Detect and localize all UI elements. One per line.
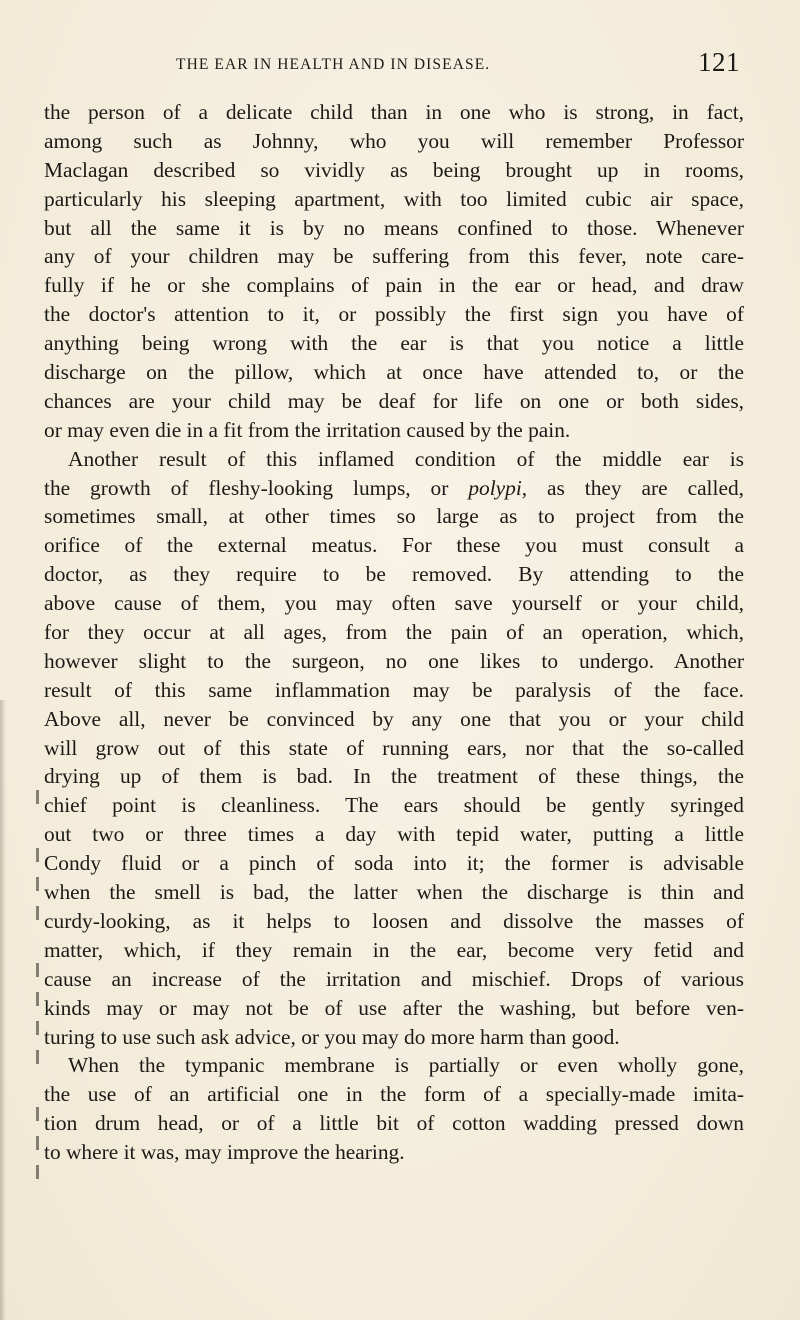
text-line: among such as Johnny, who you will remember Professor — [44, 128, 744, 153]
gutter-mark — [36, 790, 39, 804]
gutter-mark — [36, 992, 39, 1006]
text-line: cause an increase of the irritation and mischief. Drops of various — [44, 966, 744, 991]
text-line: tion drum head, or of a little bit of cotton wadding pressed down — [44, 1111, 744, 1136]
running-head — [0, 44, 800, 84]
text-line: matter, which, if they remain in the ear, become very fetid and — [44, 937, 744, 962]
text-line: for they occur at all ages, from the pain of an operation, which, — [44, 620, 744, 645]
text-line: sometimes small, at other times so large as to project from the — [44, 504, 744, 529]
text-line: any of your children may be suffering from this fever, note care- — [44, 244, 744, 269]
text-line: Condy fluid or a pinch of soda into it; the former is advisable — [44, 851, 744, 876]
text-line: doctor, as they require to be removed. By attending to the — [44, 562, 744, 587]
text-line-with-italic — [44, 474, 744, 503]
line-tail: , as they are called, — [521, 475, 744, 500]
paragraph-start-line: Another result of this inflamed condition of the middle ear is — [68, 446, 744, 471]
text-line: anything being wrong with the ear is that you notice a little — [44, 331, 744, 356]
text-line: however slight to the surgeon, no one likes to undergo. Another — [44, 648, 744, 673]
gutter-mark — [36, 848, 39, 862]
text-line: the use of an artificial one in the form of a specially-made imita- — [44, 1082, 744, 1107]
text-line: particularly his sleeping apartment, with too limited cubic air space, — [44, 186, 744, 211]
text-line: out two or three times a day with tepid water, putting a little — [44, 822, 744, 847]
text-line: Maclagan described so vividly as being brought up in rooms, — [44, 157, 744, 182]
page-edge-shadow — [0, 700, 6, 1320]
text-line: above cause of them, you may often save yourself or your child, — [44, 591, 744, 616]
text-line: the person of a delicate child than in one who is strong, in fact, — [44, 100, 744, 124]
gutter-mark — [36, 963, 39, 977]
text-line: drying up of them is bad. In the treatment of these things, the — [44, 764, 744, 789]
text-line: when the smell is bad, the latter when the discharge is thin and — [44, 880, 744, 905]
text-line: result of this same inflammation may be paralysis of the face. — [44, 677, 744, 702]
text-line: turing to use such ask advice, or you may do more harm than good. — [44, 1024, 620, 1049]
text-line: discharge on the pillow, which at once have attended to, or the — [44, 360, 744, 385]
text-line: curdy-looking, as it helps to loosen and dissolve the masses of — [44, 908, 744, 933]
text-line: kinds may or may not be of use after the washing, but before ven- — [44, 995, 744, 1020]
text-line: the doctor's attention to it, or possibly the first sign you have of — [44, 302, 744, 327]
gutter-mark — [36, 1107, 39, 1121]
text-line: Above all, never be convinced by any one that you or your child — [44, 706, 744, 731]
running-title: THE EAR IN HEALTH AND IN DISEASE. — [176, 56, 491, 73]
text-line: or may even die in a fit from the irritation caused by the pain. — [44, 417, 571, 442]
body-text — [44, 98, 744, 1167]
text-line: to where it was, may improve the hearing. — [44, 1140, 405, 1165]
text-line: will grow out of this state of running ears, nor that the so-called — [44, 735, 744, 760]
text-line: chances are your child may be deaf for life on one or both sides, — [44, 388, 744, 413]
text-line: chief point is cleanliness. The ears should be gently syringed — [44, 793, 744, 818]
gutter-mark — [36, 877, 39, 891]
gutter-mark — [36, 1136, 39, 1150]
text-line: but all the same it is by no means confined to those. Whenever — [44, 215, 744, 240]
gutter-mark — [36, 906, 39, 920]
gutter-mark — [36, 1021, 39, 1035]
gutter-mark — [36, 1050, 39, 1064]
gutter-mark — [36, 1165, 39, 1179]
paragraph-start-line: When the tympanic membrane is partially or even wholly gone, — [68, 1053, 744, 1078]
line-lead: the growth of fleshy-looking lumps, or — [44, 475, 449, 500]
page-number: 121 — [698, 47, 740, 77]
text-line: fully if he or she complains of pain in the ear or head, and draw — [44, 273, 744, 298]
text-line: orifice of the external meatus. For these you must consult a — [44, 533, 744, 558]
italic-term: polypi — [468, 475, 522, 500]
